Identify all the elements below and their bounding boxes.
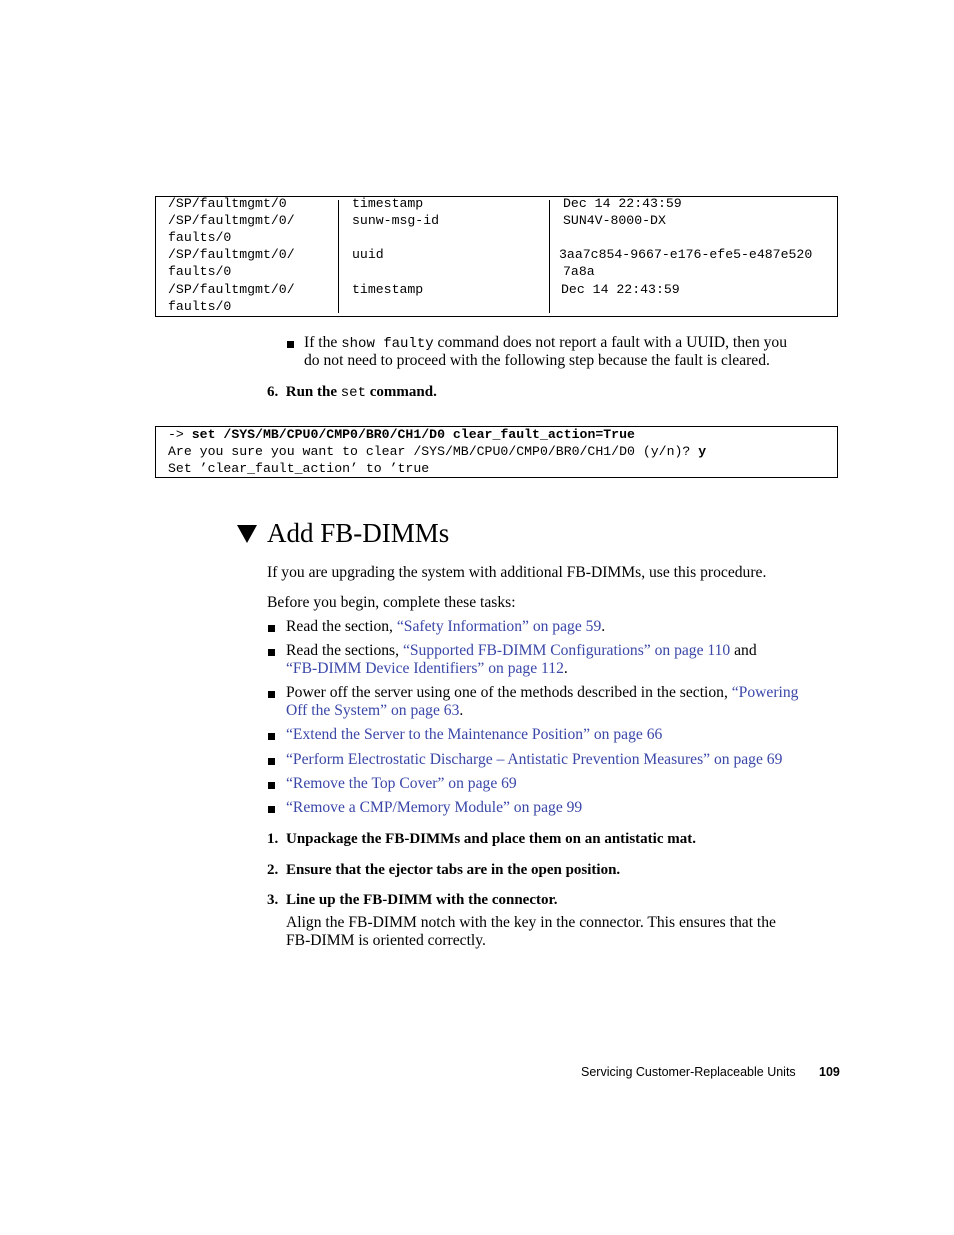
bullet-icon xyxy=(268,649,275,656)
command-text: set /SYS/MB/CPU0/CMP0/BR0/CH1/D0 clear_fault_action=True xyxy=(191,427,635,442)
footer-chapter: Servicing Customer-Replaceable Units xyxy=(581,1065,796,1079)
page-number: 109 xyxy=(819,1065,840,1079)
link-supported-configurations[interactable]: “Supported FB-DIMM Configurations” on page 110 xyxy=(402,642,731,659)
task-1 xyxy=(286,618,605,636)
step-number: 6. xyxy=(267,384,279,400)
bullet-icon xyxy=(268,625,275,632)
triangle-icon xyxy=(237,525,257,543)
table-cell: Dec 14 22:43:59 xyxy=(563,196,682,211)
step-1-number: 1. xyxy=(267,831,279,847)
bullet-icon xyxy=(268,758,275,765)
section-title: Add FB-DIMMs xyxy=(267,518,450,548)
column-separator xyxy=(338,200,339,313)
command-line: Set ’clear_fault_action’ to ’true xyxy=(168,461,430,476)
step-6 xyxy=(267,383,437,402)
table-cell: timestamp xyxy=(352,196,424,211)
step-3: Line up the FB-DIMM with the connector. xyxy=(286,892,558,908)
bullet-icon xyxy=(268,782,275,789)
note-line-2: do not need to proceed with the following step because the fault is cleared. xyxy=(304,352,770,369)
note-line-1 xyxy=(304,334,787,353)
command-line xyxy=(168,426,635,443)
table-cell: faults/0 xyxy=(168,264,232,279)
table-cell: /SP/faultmgmt/0/ xyxy=(168,282,295,297)
prompt: -> xyxy=(168,427,192,442)
task-2-line-2 xyxy=(286,660,568,678)
task-text: Read the section, xyxy=(286,618,397,635)
table-cell: timestamp xyxy=(352,282,424,297)
link-electrostatic-discharge[interactable]: “Perform Electrostatic Discharge – Antistatic Prevention Measures” on page 69 xyxy=(286,751,783,768)
task-text: . xyxy=(459,702,464,719)
table-cell: /SP/faultmgmt/0/ xyxy=(168,213,295,228)
step-3-number: 3. xyxy=(267,892,279,908)
bullet-icon xyxy=(287,341,294,348)
intro-paragraph: If you are upgrading the system with additional FB-DIMMs, use this procedure. xyxy=(267,564,767,581)
inline-code: set xyxy=(340,385,366,401)
note-text: command does not report a fault with a UUID, then you xyxy=(433,334,788,351)
task-3-line-1 xyxy=(286,684,798,702)
inline-code: show faulty xyxy=(341,336,434,352)
step-2-number: 2. xyxy=(267,862,279,878)
table-cell: uuid xyxy=(352,247,384,262)
command-block xyxy=(155,426,838,478)
table-cell: /SP/faultmgmt/0 xyxy=(168,196,287,211)
step-1: Unpackage the FB-DIMMs and place them on an antistatic mat. xyxy=(286,831,696,847)
table-cell: sunw-msg-id xyxy=(352,213,440,228)
step-3-body-line-2: FB-DIMM is oriented correctly. xyxy=(286,932,486,949)
table-cell: 7a8a xyxy=(563,264,595,279)
command-line xyxy=(168,443,706,460)
user-answer: y xyxy=(698,444,707,459)
task-2-line-1 xyxy=(286,642,757,660)
step-2: Ensure that the ejector tabs are in the open position. xyxy=(286,862,621,878)
before-paragraph: Before you begin, complete these tasks: xyxy=(267,594,516,611)
column-separator xyxy=(549,200,550,313)
link-remove-cmp-module[interactable]: “Remove a CMP/Memory Module” on page 99 xyxy=(286,799,583,816)
link-remove-top-cover[interactable]: “Remove the Top Cover” on page 69 xyxy=(286,775,517,792)
link-powering-off[interactable]: “Powering xyxy=(731,684,799,701)
fault-table xyxy=(155,196,838,317)
table-cell: /SP/faultmgmt/0/ xyxy=(168,247,295,262)
step-3-body-line-1: Align the FB-DIMM notch with the key in the connector. This ensures that the xyxy=(286,914,776,931)
task-text: . xyxy=(563,660,568,677)
task-text: . xyxy=(601,618,606,635)
link-extend-server[interactable]: “Extend the Server to the Maintenance Position” on page 66 xyxy=(286,726,663,743)
bullet-icon xyxy=(268,733,275,740)
table-cell: 3aa7c854-9667-e176-efe5-e487e520 xyxy=(559,247,813,262)
table-cell: Dec 14 22:43:59 xyxy=(561,282,680,297)
task-text: Read the sections, xyxy=(286,642,403,659)
task-3-line-2 xyxy=(286,702,463,720)
table-cell: faults/0 xyxy=(168,230,232,245)
table-cell: SUN4V-8000-DX xyxy=(563,213,666,228)
step-text: Run the xyxy=(285,384,341,400)
link-safety-information[interactable]: “Safety Information” on page 59 xyxy=(396,618,602,635)
output-text: Are you sure you want to clear /SYS/MB/CPU0/CMP0/BR0/CH1/D0 (y/n)? xyxy=(168,444,699,459)
note-text: If the xyxy=(304,334,342,351)
bullet-icon xyxy=(268,806,275,813)
bullet-icon xyxy=(268,691,275,698)
table-cell: faults/0 xyxy=(168,299,232,314)
link-powering-off[interactable]: Off the System” on page 63 xyxy=(286,702,460,719)
step-text: command. xyxy=(365,384,437,400)
link-device-identifiers[interactable]: “FB-DIMM Device Identifiers” on page 112 xyxy=(286,660,564,677)
task-text: Power off the server using one of the methods described in the section, xyxy=(286,684,732,701)
task-text: and xyxy=(730,642,757,659)
